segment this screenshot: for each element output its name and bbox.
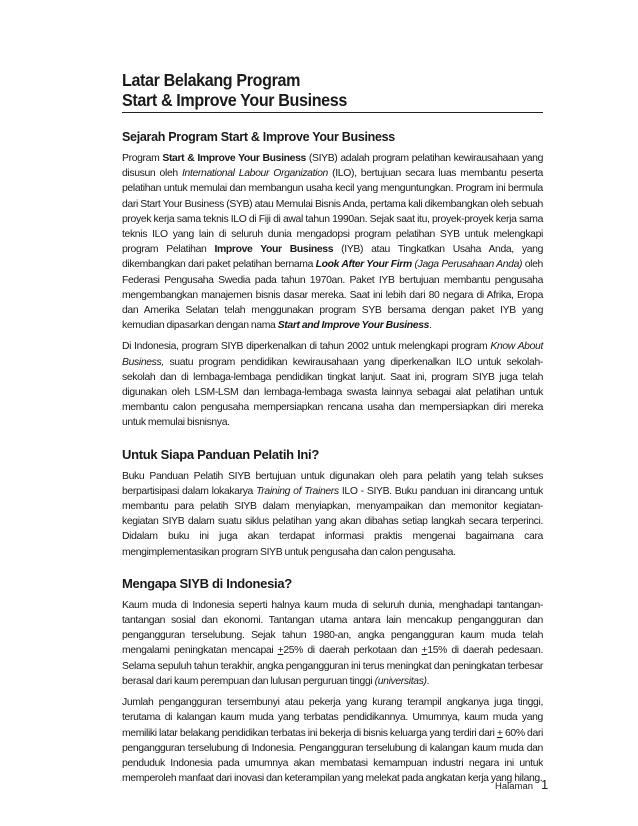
section-heading-untuk-siapa: Untuk Siapa Panduan Pelatih Ini?	[122, 446, 319, 462]
page-label: Halaman	[495, 781, 534, 792]
section-heading-sejarah: Sejarah Program Start & Improve Your Business	[122, 130, 395, 144]
paragraph-sejarah-2: Di Indonesia, program SIYB diperkenalkan di tahun 2002 untuk melengkapi program Know About Business, suatu program pendidikan kewirausahaan yang diperkenalkan ILO untuk sekolah-sekolah dan di lembaga-lembaga pendidikan tingkat lanjut. Saat ini, program SIYB juga telah digunakan oleh LSM-LSM dan lembaga-lembaga swasta lainnya sebagai alat pelatihan untuk membantu calon pengusaha mempersiapkan rencana usaha dan mempersiapkan diri mereka untuk memulai bisnisnya.	[122, 341, 543, 429]
title-divider	[122, 112, 543, 113]
paragraph-mengapa-2: Jumlah pengangguran tersembunyi atau pekerja yang kurang terampil angkanya juga tinggi, terutama di kalangan kaum muda yang terbatas pendidikannya. Umumnya, kaum muda yang memiliki latar belakang pendidikan terbatas ini bekerja di bisnis keluarga yang terdiri dari + 60% dari pengangguran terselubung di Indonesia. Pengangguran terselubung di kalangan kaum muda dan penduduk Indonesia pada umumnya akan membatasi kemampuan industri negara ini untuk memperoleh manfaat dari inovasi dan keterampilan yang melekat pada angkatan kerja yang hilang.	[122, 697, 543, 785]
section-heading-mengapa: Mengapa SIYB di Indonesia?	[122, 575, 292, 591]
page-footer	[495, 776, 548, 794]
paragraph-untuk-siapa-1: Buku Panduan Pelatih SIYB bertujuan untuk digunakan oleh para pelatih yang telah sukses berpartisipasi dalam lokakarya Training of Trainers ILO - SIYB. Buku panduan ini dirancang untuk membantu para pelatih SIYB dalam menyiapkan, menyampaikan dan memonitor kegiatan-kegiatan SIYB dalam suatu siklus pelatihan yang akan dibahas setiap langkah secara terperinci. Didalam buku ini juga akan terdapat informasi praktis mengenai bagaimana cara mengimplementasikan program SIYB untuk pengusaha dan calon pengusaha.	[122, 470, 543, 558]
paragraph-mengapa-1: Kaum muda di Indonesia seperti halnya kaum muda di seluruh dunia, menghadapi tantangan-tantangan sosial dan ekonomi. Tantangan utama antara lain mencakup pengangguran dan pengangguran terselubung. Sejak tahun 1980-an, angka pengangguran kaum muda telah mengalami peningkatan mencapai +25% di daerah perkotaan dan +15% di daerah pedesaan. Selama sepuluh tahun terakhir, angka pengangguran ini terus meningkat dan peningkatan terbesar berasal dari kaum perempuan dan lulusan perguruan tinggi (universitas).	[122, 599, 543, 687]
document-page	[122, 70, 543, 792]
paragraph-sejarah-1: Program Start & Improve Your Business (SIYB) adalah program pelatihan kewirausahaan yang disusun oleh International Labour Organization (ILO), bertujuan secara luas membantu peserta pelatihan untuk memulai dan membangun usaha kecil yang menguntungkan. Program ini bermula dari Start Your Business (SYB) atau Memulai Bisnis Anda, pertama kali dikembangkan oleh sebuah proyek kerja sama teknis ILO di Fiji di awal tahun 1990an. Sejak saat itu, proyek-proyek kerja sama teknis ILO yang lain di seluruh dunia mengadopsi program pelatihan SYB untuk melengkapi program Pelatihan Improve Your Business (IYB) atau Tingkatkan Usaha Anda, yang dikembangkan dari paket pelatihan bernama Look After Your Firm (Jaga Perusahaan Anda) oleh Federasi Pengusaha Swedia pada tahun 1970an. Paket IYB bertujuan membantu pengusaha mengembangkan manajemen bisnis dasar mereka. Saat ini lebih dari 80 negara di Afrika, Eropa dan Amerika Selatan telah menggunakan program SYB bersama dengan paket IYB yang kemudian dipasarkan dengan nama Start and Improve Your Business.	[122, 153, 543, 332]
document-title	[122, 70, 509, 110]
title-line-2: Start & Improve Your Business	[122, 90, 347, 110]
page-number: 1	[541, 777, 549, 792]
title-line-1: Latar Belakang Program	[122, 70, 301, 90]
